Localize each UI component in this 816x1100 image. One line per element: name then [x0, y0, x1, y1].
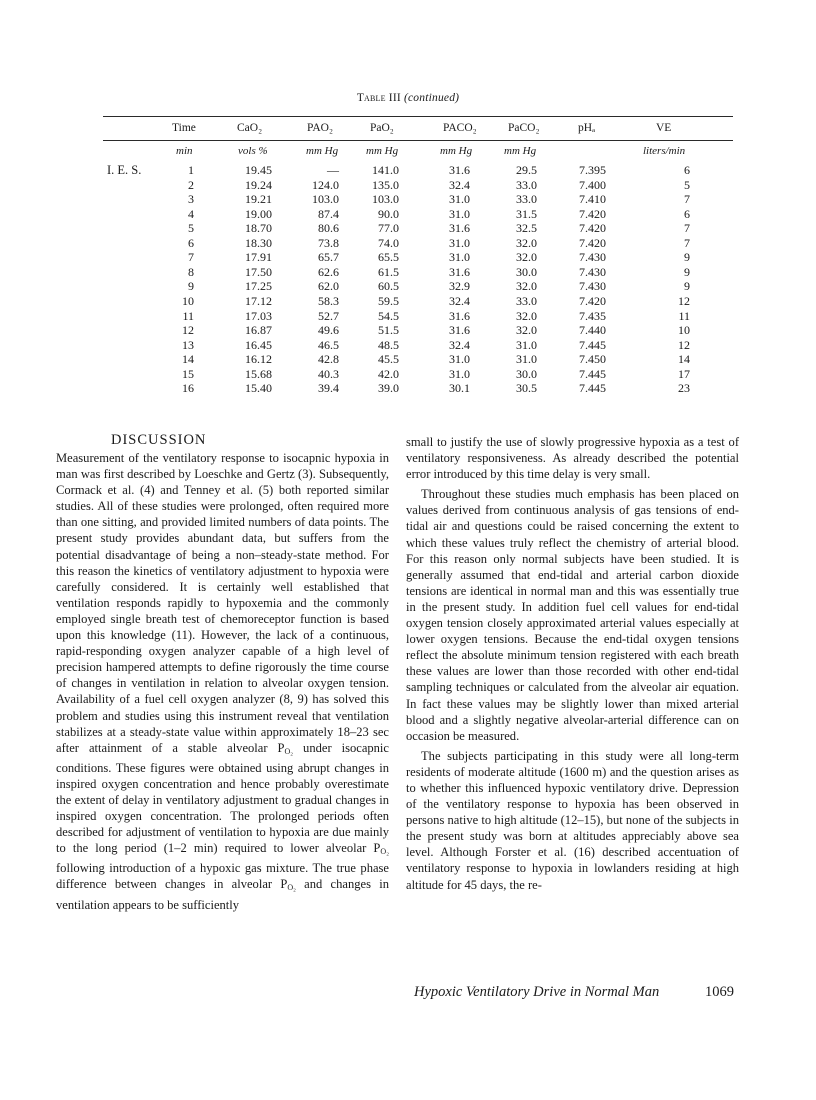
cell-alveolar-po2: 80.6	[318, 221, 339, 236]
table-row	[0, 178, 816, 193]
table-row	[0, 192, 816, 207]
cell-alveolar-po2: 46.5	[318, 337, 339, 352]
table-row	[0, 279, 816, 294]
text-run: and changes in ventilation appears to be sufficiently	[56, 877, 389, 912]
cell-ph: 7.410	[579, 192, 606, 207]
unit-cao2: vols %	[238, 145, 268, 157]
cell-ve: 9	[684, 264, 690, 279]
cell-arterial-po2: 61.5	[378, 264, 399, 279]
cell-cao2: 17.91	[245, 250, 272, 265]
cell-time: 7	[188, 250, 194, 265]
cell-arterial-pco2: 31.0	[516, 352, 537, 367]
cell-arterial-po2: 45.5	[378, 352, 399, 367]
table-top-rule	[103, 116, 733, 117]
unit-alveolar-pco2: mm Hg	[440, 145, 473, 157]
cell-time: 9	[188, 279, 194, 294]
text-run: Measurement of the ventilatory response to isocapnic hypoxia in man was first described by Loeschke and Gertz (3). Subsequently, Cormack et al. (4) and Tenney et al. (5) both reported similar studies. All of these studies were prolonged, often required more than one sitting, and provided limited numbers of data points. The present study provides abundant data, but suffers from the potential disadvantage of being a non–steady-state method. For this reason the kinetics of ventilatory adjustment to hypoxia were carefully considered. It is certainly well established that ventilation responds rapidly to hypoxemia and the commonly employed single breath test of chemoreceptor function is based upon this knowledge (11). However, the lack of a continuous, rapid-responding oxygen analyzer capable of a high level of precision hampered attempts to define rigorously the time course of changes in ventilation in relation to alveolar oxygen tension. Availability of a fuel cell oxygen analyzer (8, 9) has solved this problem and studies using this instrument reveal that ventilation stabilizes at a steady-state value within approximately 18–23 sec after attainment of a stable alveolar P	[56, 451, 389, 755]
cell-arterial-po2: 59.5	[378, 293, 399, 308]
cell-cao2: 18.70	[245, 221, 272, 236]
cell-arterial-pco2: 31.0	[516, 337, 537, 352]
header-arterial-pco2: PaCO₂	[508, 122, 540, 134]
cell-arterial-po2: 54.5	[378, 308, 399, 323]
cell-cao2: 17.25	[245, 279, 272, 294]
cell-arterial-pco2: 30.5	[516, 381, 537, 396]
text-run: following introduction of a hypoxic gas mixture. The true phase difference between changes in alveolar P	[56, 861, 389, 892]
cell-ph: 7.435	[579, 308, 606, 323]
paragraph: small to justify the use of slowly progressive hypoxia as a test of ventilatory responsiveness. As already described the potential error introduced by this time delay is very small.	[406, 435, 739, 482]
cell-ve: 17	[678, 366, 690, 381]
cell-arterial-po2: 51.5	[378, 323, 399, 338]
section-heading: DISCUSSION	[111, 432, 207, 448]
unit-alveolar-po2: mm Hg	[306, 145, 339, 157]
table-row	[0, 309, 816, 324]
cell-arterial-po2: 60.5	[378, 279, 399, 294]
cell-arterial-pco2: 32.0	[516, 235, 537, 250]
cell-arterial-pco2: 33.0	[516, 293, 537, 308]
cell-arterial-pco2: 31.5	[516, 206, 537, 221]
cell-ve: 23	[678, 381, 690, 396]
cell-alveolar-po2: 124.0	[312, 177, 339, 192]
cell-time: 16	[182, 381, 194, 396]
cell-ph: 7.420	[579, 206, 606, 221]
cell-ph: 7.445	[579, 381, 606, 396]
cell-arterial-pco2: 33.0	[516, 192, 537, 207]
header-alveolar-pco2: PACO₂	[443, 122, 477, 134]
cell-alveolar-pco2: 31.6	[449, 308, 470, 323]
cell-ph: 7.440	[579, 323, 606, 338]
header-ve: VE	[656, 122, 672, 134]
cell-ve: 6	[684, 163, 690, 177]
header-cao2: CaO₂	[237, 122, 263, 134]
table-row	[0, 250, 816, 265]
cell-arterial-pco2: 32.0	[516, 279, 537, 294]
cell-arterial-po2: 135.0	[372, 177, 399, 192]
subscript: O₂	[287, 883, 296, 893]
cell-alveolar-pco2: 32.9	[449, 279, 470, 294]
cell-alveolar-po2: 49.6	[318, 323, 339, 338]
cell-arterial-po2: 65.5	[378, 250, 399, 265]
cell-arterial-po2: 90.0	[378, 206, 399, 221]
cell-cao2: 16.87	[245, 323, 272, 338]
cell-arterial-pco2: 32.0	[516, 250, 537, 265]
table-row	[0, 221, 816, 236]
cell-ph: 7.430	[579, 279, 606, 294]
cell-time: 2	[188, 177, 194, 192]
cell-alveolar-po2: 62.6	[318, 264, 339, 279]
cell-cao2: 19.24	[245, 177, 272, 192]
cell-time: 13	[182, 337, 194, 352]
cell-ve: 10	[678, 323, 690, 338]
table-title-suffix: (continued)	[403, 92, 460, 104]
right-column	[406, 434, 739, 893]
cell-alveolar-po2: 42.8	[318, 352, 339, 367]
cell-ve: 6	[684, 206, 690, 221]
cell-alveolar-pco2: 31.6	[449, 264, 470, 279]
table-row	[0, 381, 816, 396]
header-alveolar-po2: PAO₂	[307, 122, 333, 134]
cell-alveolar-po2: 73.8	[318, 235, 339, 250]
paragraph: Throughout these studies much emphasis has been placed on values derived from continuous analysis of gas tensions of end-tidal air and questions could be raised concerning the extent to which these values truly reflect the chemistry of arterial blood. For this reason only normal subjects have been studied. It is generally assumed that end-tidal and arterial carbon dioxide tensions are identical in normal man and this was essentially true in the present study. In addition fuel cell values for end-tidal oxygen tension closely approximated arterial values especially at lower oxygen tensions. Because the end-tidal oxygen tensions reflect the absolute minimum tension registered with each breath these values are lower than those recorded with other end-tidal sampling techniques or calculated from the alveolar air equation. In fact these values may be slightly lower than mixed arterial blood and a slightly negative alveolar-arterial difference can on occasion be measured.	[406, 487, 739, 743]
cell-cao2: 16.45	[245, 337, 272, 352]
cell-time: 12	[182, 323, 194, 338]
cell-arterial-pco2: 32.0	[516, 323, 537, 338]
cell-time: 6	[188, 235, 194, 250]
cell-alveolar-pco2: 31.6	[449, 221, 470, 236]
cell-alveolar-po2: 58.3	[318, 293, 339, 308]
cell-cao2: 15.40	[245, 381, 272, 396]
cell-arterial-pco2: 30.0	[516, 366, 537, 381]
cell-alveolar-po2: 87.4	[318, 206, 339, 221]
cell-ph: 7.430	[579, 264, 606, 279]
table-row	[0, 236, 816, 251]
cell-alveolar-po2: —	[327, 163, 339, 177]
cell-ve: 12	[678, 293, 690, 308]
cell-arterial-pco2: 32.0	[516, 308, 537, 323]
cell-time: 15	[182, 366, 194, 381]
cell-ph: 7.450	[579, 352, 606, 367]
cell-alveolar-pco2: 32.4	[449, 337, 470, 352]
cell-time: 4	[188, 206, 194, 221]
cell-alveolar-po2: 39.4	[318, 381, 339, 396]
table-row	[0, 323, 816, 338]
cell-ph: 7.395	[579, 163, 606, 177]
cell-alveolar-pco2: 31.0	[449, 352, 470, 367]
cell-alveolar-pco2: 32.4	[449, 177, 470, 192]
subject-label: I. E. S.	[107, 163, 142, 177]
cell-ve: 9	[684, 250, 690, 265]
text-run: under isocapnic conditions. These figures were obtained using abrupt changes in inspired oxygen concentration and hence probably overestimate the extent of delay in ventilatory adjustment to gradual changes in inspired oxygen concentration. The prolonged periods often described for adjustment of ventilation to hypoxia are due mainly to the long period (1–2 min) required to lower alveolar P	[56, 740, 389, 856]
unit-arterial-pco2: mm Hg	[504, 145, 537, 157]
table-row	[0, 367, 816, 382]
cell-alveolar-pco2: 31.0	[449, 250, 470, 265]
cell-time: 14	[182, 352, 194, 367]
table-row	[0, 265, 816, 280]
left-column	[56, 450, 389, 913]
cell-alveolar-pco2: 31.0	[449, 235, 470, 250]
cell-arterial-pco2: 30.0	[516, 264, 537, 279]
cell-ve: 7	[684, 192, 690, 207]
table-row	[0, 163, 816, 178]
table-row	[0, 294, 816, 309]
table-title	[0, 92, 816, 104]
table-title-label: Table III	[356, 92, 401, 104]
cell-arterial-pco2: 32.5	[516, 221, 537, 236]
cell-arterial-po2: 42.0	[378, 366, 399, 381]
cell-ve: 7	[684, 221, 690, 236]
cell-time: 5	[188, 221, 194, 236]
page-number: 1069	[705, 984, 734, 1000]
unit-ve: liters/min	[643, 145, 686, 157]
cell-ve: 9	[684, 279, 690, 294]
table-row	[0, 338, 816, 353]
cell-time: 1	[188, 163, 194, 177]
cell-cao2: 19.00	[245, 206, 272, 221]
cell-arterial-po2: 103.0	[372, 192, 399, 207]
table-row	[0, 352, 816, 367]
cell-cao2: 17.03	[245, 308, 272, 323]
paragraph: The subjects participating in this study were all long-term residents of moderate altitude (1600 m) and the question arises as to whether this influenced hypoxic ventilatory drive. Depression of the ventilatory response to hypoxia has been observed in persons native to high altitude (12–15), but none of the subjects in the present study was born at altitudes appreciably above sea level. Although Forster et al. (16) described accentuation of ventilatory response to hypoxia in lowlanders residing at high altitude for 45 days, the re-	[406, 748, 739, 892]
cell-ph: 7.445	[579, 337, 606, 352]
cell-arterial-po2: 74.0	[378, 235, 399, 250]
header-time: Time	[172, 122, 196, 134]
unit-time: min	[176, 145, 193, 157]
paragraph	[56, 450, 389, 913]
running-title: Hypoxic Ventilatory Drive in Normal Man	[414, 984, 660, 1000]
cell-arterial-po2: 141.0	[372, 163, 399, 177]
cell-arterial-po2: 39.0	[378, 381, 399, 396]
cell-alveolar-pco2: 31.0	[449, 192, 470, 207]
cell-alveolar-pco2: 30.1	[449, 381, 470, 396]
cell-cao2: 18.30	[245, 235, 272, 250]
cell-cao2: 17.12	[245, 293, 272, 308]
cell-ph: 7.420	[579, 221, 606, 236]
cell-alveolar-po2: 103.0	[312, 192, 339, 207]
cell-alveolar-po2: 65.7	[318, 250, 339, 265]
cell-alveolar-po2: 62.0	[318, 279, 339, 294]
cell-ve: 14	[678, 352, 690, 367]
cell-ph: 7.400	[579, 177, 606, 192]
cell-alveolar-po2: 40.3	[318, 366, 339, 381]
cell-arterial-pco2: 29.5	[516, 163, 537, 177]
cell-alveolar-pco2: 32.4	[449, 293, 470, 308]
cell-ph: 7.430	[579, 250, 606, 265]
cell-arterial-po2: 77.0	[378, 221, 399, 236]
cell-time: 3	[188, 192, 194, 207]
cell-alveolar-pco2: 31.6	[449, 163, 470, 177]
cell-arterial-po2: 48.5	[378, 337, 399, 352]
subscript: O₂	[380, 847, 389, 857]
cell-alveolar-pco2: 31.6	[449, 323, 470, 338]
cell-time: 10	[182, 293, 194, 308]
cell-cao2: 19.21	[245, 192, 272, 207]
cell-time: 8	[188, 264, 194, 279]
cell-ve: 11	[678, 308, 690, 323]
cell-ve: 12	[678, 337, 690, 352]
unit-arterial-po2: mm Hg	[366, 145, 399, 157]
subscript: O₂	[284, 746, 294, 756]
cell-ph: 7.420	[579, 293, 606, 308]
cell-cao2: 16.12	[245, 352, 272, 367]
cell-arterial-pco2: 33.0	[516, 177, 537, 192]
cell-ve: 5	[684, 177, 690, 192]
header-arterial-po2: PaO₂	[370, 122, 394, 134]
cell-cao2: 17.50	[245, 264, 272, 279]
cell-ph: 7.420	[579, 235, 606, 250]
header-ph: pHₐ	[578, 122, 596, 134]
table-row	[0, 207, 816, 222]
cell-time: 11	[182, 308, 194, 323]
cell-ph: 7.445	[579, 366, 606, 381]
cell-alveolar-pco2: 31.0	[449, 206, 470, 221]
cell-alveolar-po2: 52.7	[318, 308, 339, 323]
table-header-rule	[103, 140, 733, 141]
cell-cao2: 15.68	[245, 366, 272, 381]
cell-alveolar-pco2: 31.0	[449, 366, 470, 381]
cell-ve: 7	[684, 235, 690, 250]
cell-cao2: 19.45	[245, 163, 272, 177]
